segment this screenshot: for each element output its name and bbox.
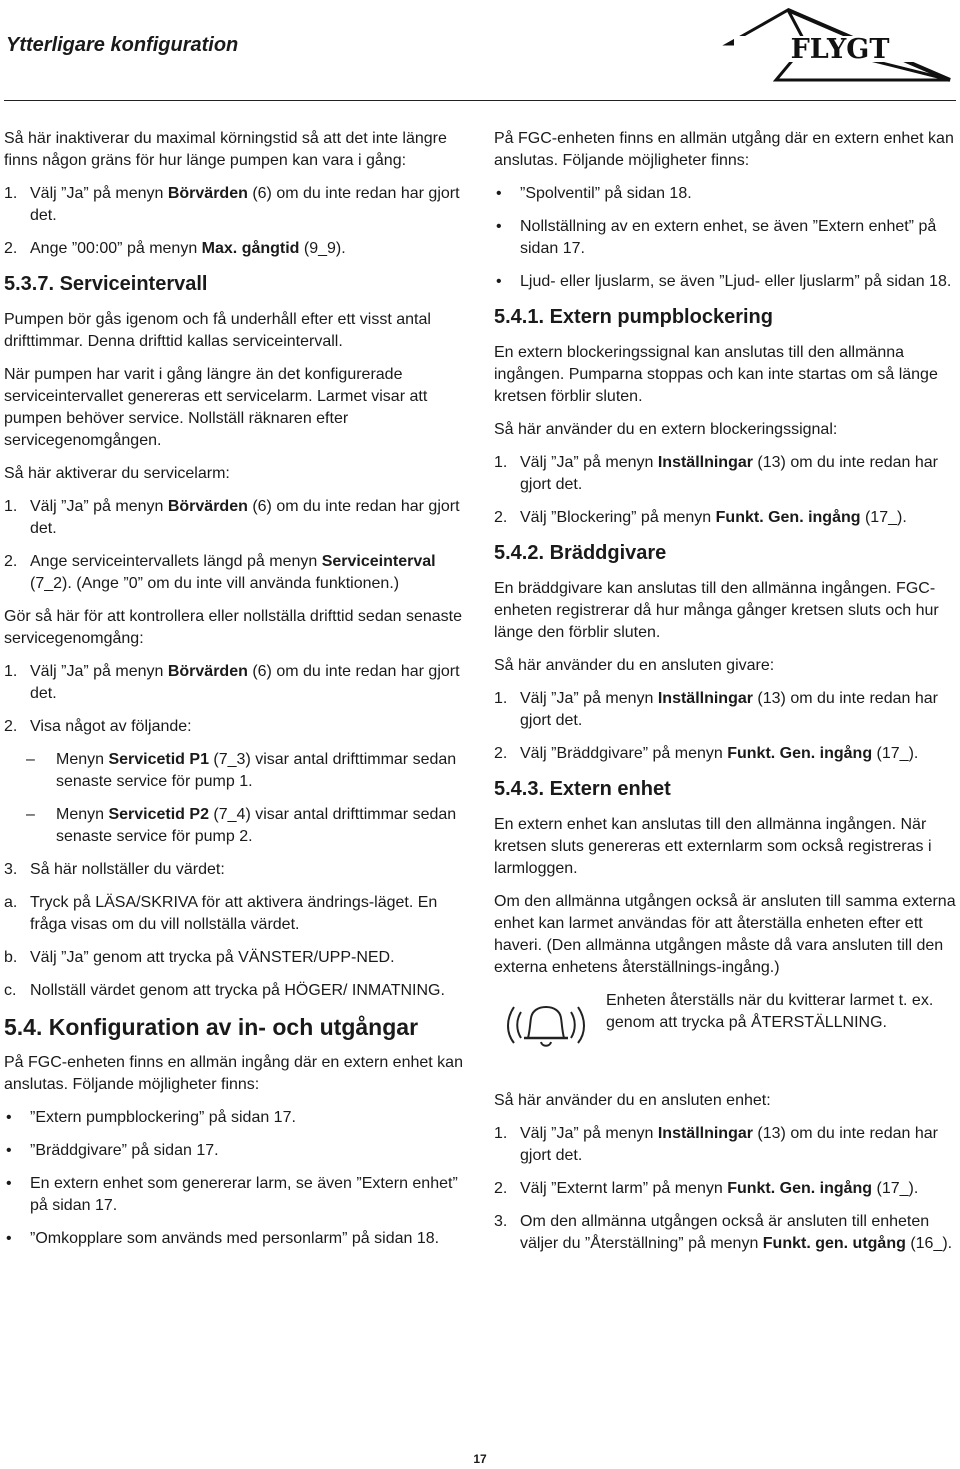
step-number: 2.	[4, 240, 18, 257]
bullet-text: Ljud- eller ljuslarm, se även ”Ljud- eller ljuslarm” på sidan 18.	[520, 273, 952, 290]
step-number: 1.	[494, 454, 508, 471]
list-item	[4, 980, 466, 1002]
step-text: (13) om du inte redan har gjort det.	[520, 454, 938, 493]
step-text: (7_4) visar antal drifttimmar sedan senaste service för pump 2.	[56, 806, 457, 845]
step-text: Så här nollställer du värdet:	[30, 861, 225, 878]
list-item	[4, 1140, 466, 1162]
bullet-marker: •	[496, 273, 502, 290]
letter-marker: b.	[4, 949, 18, 966]
flygt-logo	[722, 0, 960, 100]
step-number: 2.	[494, 1180, 508, 1197]
dash-marker: –	[26, 806, 35, 823]
list-item	[4, 183, 466, 227]
menu-name: Inställningar	[657, 1125, 753, 1142]
list-item	[494, 452, 956, 496]
menu-name: Inställningar	[657, 690, 753, 707]
step-text: (17_).	[860, 509, 907, 526]
menu-name: Serviceinterval	[321, 553, 436, 570]
step-number: 2.	[494, 745, 508, 762]
list-item	[4, 661, 466, 705]
intro-paragraph: Så här inaktiverar du maximal körningstid så att det inte längre finns någon gräns för hur länge pumpen kan vara i gång:	[4, 130, 447, 169]
paragraph: Så här använder du en ansluten enhet:	[494, 1092, 771, 1109]
step-number: 1.	[4, 663, 18, 680]
dash-marker: –	[26, 751, 35, 768]
alarm-bell-icon	[494, 990, 606, 1060]
paragraph: Gör så här för att kontrollera eller nollställa drifttid sedan senaste servicegenomgång:	[4, 608, 463, 647]
bullet-text: ”Bräddgivare” på sidan 17.	[30, 1142, 219, 1159]
list-item	[494, 216, 956, 260]
menu-name: Inställningar	[657, 454, 753, 471]
step-text: (17_).	[872, 1180, 919, 1197]
menu-name: Börvärden	[167, 498, 248, 515]
menu-name: Funkt. Gen. ingång	[727, 1180, 873, 1197]
step-text: Visa något av följande:	[30, 718, 192, 735]
menu-name: Servicetid P1	[108, 751, 209, 768]
step-text: Välj ”Ja” på menyn	[520, 690, 658, 707]
step-text: Tryck på LÄSA/SKRIVA för att aktivera ändrings-läget. En fråga visas om du vill nollställa värdet.	[30, 894, 438, 933]
bullet-marker: •	[6, 1142, 12, 1159]
list-item	[494, 743, 956, 765]
bullet-text: ”Omkopplare som används med personlarm” på sidan 18.	[30, 1230, 440, 1247]
section-heading: 5.4.3. Extern enhet	[494, 778, 671, 800]
list-item	[494, 271, 956, 293]
step-text: Välj ”Ja” på menyn	[30, 185, 168, 202]
step-text: (17_).	[872, 745, 919, 762]
step-text: Menyn	[56, 806, 109, 823]
step-text: (9_9).	[299, 240, 346, 257]
page-number: 17	[473, 1452, 487, 1466]
step-text: Ange ”00:00” på menyn	[30, 240, 202, 257]
paragraph: När pumpen har varit i gång längre än det konfigurerade serviceintervallet genereras ett servicelarm. Larmet visar att pumpen behöver service. Nollställ räknaren efter servicegenomgången.	[4, 366, 428, 449]
step-text: Välj ”Ja” genom att trycka på VÄNSTER/UPP-NED.	[30, 949, 395, 966]
bullet-marker: •	[6, 1109, 12, 1126]
menu-name: Börvärden	[167, 185, 248, 202]
list-item	[4, 238, 466, 260]
step-text: (13) om du inte redan har gjort det.	[520, 690, 938, 729]
step-text: (13) om du inte redan har gjort det.	[520, 1125, 938, 1164]
step-number: 3.	[4, 861, 18, 878]
header-title: Ytterligare konfiguration	[6, 34, 239, 56]
step-text: (16_).	[905, 1235, 953, 1252]
bullet-marker: •	[6, 1175, 12, 1192]
step-text: Välj ”Ja” på menyn	[520, 454, 658, 471]
step-text: (6) om du inte redan har gjort det.	[30, 185, 460, 224]
bullet-text: En extern enhet som genererar larm, se även ”Extern enhet” på sidan 17.	[30, 1175, 458, 1214]
list-item	[4, 496, 466, 540]
menu-name: Max. gångtid	[201, 240, 300, 257]
logo-text: FLYGT	[790, 34, 890, 65]
paragraph: Så här använder du en ansluten givare:	[494, 657, 775, 674]
list-item	[4, 859, 466, 881]
list-item	[494, 1211, 956, 1255]
letter-marker: c.	[4, 982, 17, 999]
menu-name: Funkt. Gen. ingång	[715, 509, 861, 526]
header-divider	[4, 100, 956, 101]
paragraph: På FGC-enheten finns en allmän ingång där en extern enhet kan anslutas. Följande möjligheter finns:	[4, 1054, 463, 1093]
list-item	[4, 716, 466, 738]
paragraph: En bräddgivare kan anslutas till den allmänna ingången. FGC-enheten registrerar då hur många gånger kretsen sluts och hur länge den förblir sluten.	[494, 580, 939, 641]
step-text: Om den allmänna utgången också är ansluten till enheten väljer du ”Återställning” på menyn	[520, 1213, 930, 1252]
step-text: Välj ”Bräddgivare” på menyn	[520, 745, 728, 762]
bullet-marker: •	[496, 185, 502, 202]
step-text: Välj ”Ja” på menyn	[30, 663, 168, 680]
step-text: (7_2). (Ange ”0” om du inte vill använda funktionen.)	[30, 575, 400, 592]
paragraph: En extern blockeringssignal kan anslutas till den allmänna ingången. Pumparna stoppas och kan inte startas om så länge kretsen förblir sluten.	[494, 344, 938, 405]
step-number: 1.	[494, 1125, 508, 1142]
menu-name: Funkt. gen. utgång	[762, 1235, 906, 1252]
list-item	[494, 688, 956, 732]
step-text: Menyn	[56, 751, 109, 768]
list-item	[4, 947, 466, 969]
paragraph: Pumpen bör gås igenom och få underhåll efter ett visst antal drifttimmar. Denna drifttid kallas serviceintervall.	[4, 311, 431, 350]
section-heading: 5.4.1. Extern pumpblockering	[494, 306, 773, 328]
list-item	[4, 804, 466, 848]
list-item	[4, 1173, 466, 1217]
paragraph: Så här använder du en extern blockeringssignal:	[494, 421, 838, 438]
paragraph: Så här aktiverar du servicelarm:	[4, 465, 230, 482]
menu-name: Servicetid P2	[108, 806, 209, 823]
step-text: Välj ”Ja” på menyn	[30, 498, 168, 515]
list-item	[4, 551, 466, 595]
step-number: 1.	[4, 498, 18, 515]
right-column	[494, 128, 956, 1266]
list-item	[4, 1228, 466, 1250]
paragraph: En extern enhet kan anslutas till den allmänna ingången. När kretsen sluts genereras ett externlarm som också registreras i larmloggen.	[494, 816, 932, 877]
step-text: Ange serviceintervallets längd på menyn	[30, 553, 322, 570]
list-item	[4, 749, 466, 793]
section-heading: 5.4.2. Bräddgivare	[494, 542, 667, 564]
menu-name: Funkt. Gen. ingång	[727, 745, 873, 762]
bullet-marker: •	[496, 218, 502, 235]
step-number: 2.	[4, 553, 18, 570]
step-number: 2.	[4, 718, 18, 735]
bullet-marker: •	[6, 1230, 12, 1247]
list-item	[494, 183, 956, 205]
step-number: 3.	[494, 1213, 508, 1230]
step-text: (6) om du inte redan har gjort det.	[30, 663, 460, 702]
step-text: Välj ”Blockering” på menyn	[520, 509, 716, 526]
section-heading: 5.3.7. Serviceintervall	[4, 273, 208, 295]
step-text: Välj ”Externt larm” på menyn	[520, 1180, 728, 1197]
bullet-text: ”Extern pumpblockering” på sidan 17.	[30, 1109, 296, 1126]
list-item	[494, 1178, 956, 1200]
page-header	[0, 0, 960, 100]
step-text: Välj ”Ja” på menyn	[520, 1125, 658, 1142]
step-text: (7_3) visar antal drifttimmar sedan senaste service för pump 1.	[56, 751, 457, 790]
list-item	[4, 1107, 466, 1129]
step-number: 1.	[494, 690, 508, 707]
paragraph: Om den allmänna utgången också är ansluten till samma externa enhet kan larmet användas för att återställa enheten efter ett haveri. (Den allmänna utgången måste då vara ansluten till den externa enhetens återställnings-ingång.)	[494, 893, 956, 976]
menu-name: Börvärden	[167, 663, 248, 680]
note-box	[494, 990, 956, 1060]
bullet-text: Nollställning av en extern enhet, se även ”Extern enhet” på sidan 17.	[520, 218, 937, 257]
step-number: 2.	[494, 509, 508, 526]
letter-marker: a.	[4, 894, 18, 911]
chapter-heading: 5.4. Konfiguration av in- och utgångar	[4, 1014, 419, 1040]
paragraph: På FGC-enheten finns en allmän utgång där en extern enhet kan anslutas. Följande möjligheter finns:	[494, 130, 954, 169]
list-item	[4, 892, 466, 936]
list-item	[494, 1123, 956, 1167]
step-text: Nollställ värdet genom att trycka på HÖGER/ INMATNING.	[30, 982, 445, 999]
bullet-text: ”Spolventil” på sidan 18.	[520, 185, 692, 202]
list-item	[494, 507, 956, 529]
step-text: (6) om du inte redan har gjort det.	[30, 498, 460, 537]
step-number: 1.	[4, 185, 18, 202]
left-column	[4, 128, 466, 1261]
note-text: Enheten återställs när du kvitterar larmet t. ex. genom att trycka på ÅTERSTÄLLNING.	[606, 992, 934, 1031]
